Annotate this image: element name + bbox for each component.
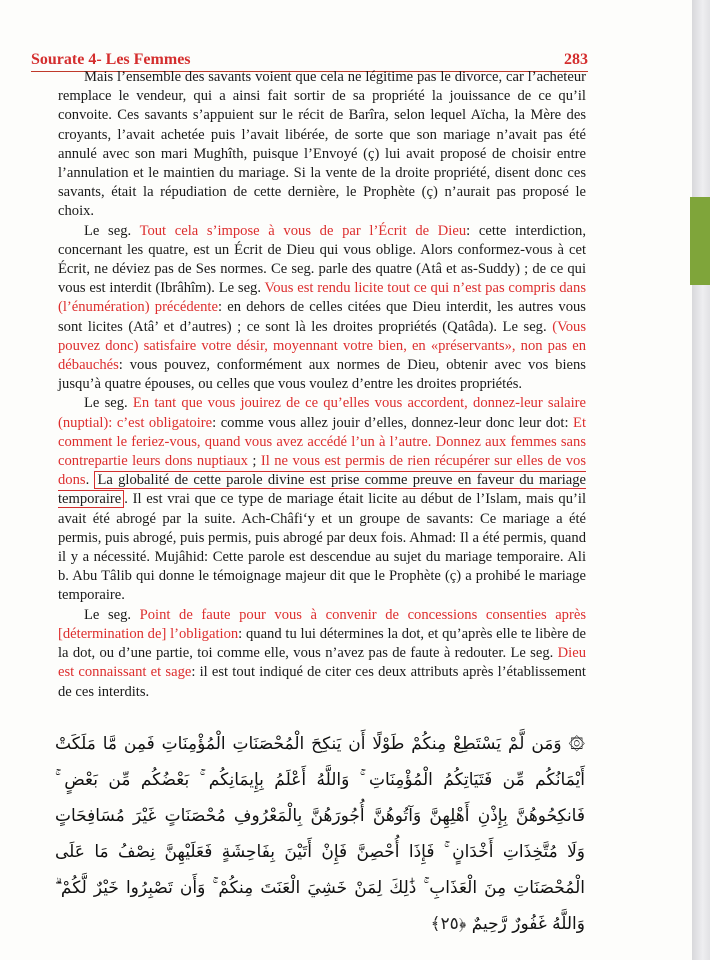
- quoted-verse-segment: En tant que vous jouirez de ce qu’elles vous accordent, donnez-leur salaire (nuptial): c’est obligatoire: [58, 395, 586, 431]
- paragraph-3: [58, 394, 586, 605]
- text-run: Le seg.: [84, 395, 133, 412]
- highlighted-sentence-box: La globalité de cette parole divine est prise comme preuve en faveur du mariage temporaire: [58, 472, 587, 508]
- text-run: Le seg.: [84, 606, 140, 623]
- text-run: Le seg.: [84, 222, 140, 239]
- quoted-verse-segment: Point de faute pour vous à convenir de concessions consenties après [détermination de] l’obligation: [58, 606, 586, 642]
- quoted-verse-segment: (Vous pouvez donc) satisfaire votre désir, moyennant votre bien, en «préservants», non pas en débauchés: [58, 318, 586, 374]
- quoted-verse-segment: Il ne vous est permis de rien récupérer sur elles de vos dons: [58, 453, 586, 489]
- text-run: .: [85, 472, 95, 489]
- text-run: : en dehors de celles citées que Dieu interdit, les autres vous sont licites (Atâ’ et d’autres) ; ce sont là les droites propriétés (Qatâda). Le seg.: [58, 299, 586, 335]
- verse-number-marker: ﴿٢٥﴾: [430, 914, 467, 934]
- quoted-verse-segment: Vous est rendu licite tout ce qui n’est pas compris dans (l’énumération) précédente: [58, 280, 587, 316]
- hizb-mark-icon: ۞: [568, 734, 585, 754]
- chapter-title: Sourate 4- Les Femmes: [31, 51, 191, 68]
- text-run: : cette interdiction, concernant les quatre, est un Écrit de Dieu qui vous oblige. Alors conformez-vous à cet Écrit, ne déviez pas de Ses normes. Ce seg. parle des quatre (Atâ et as-Suddy) ; de ce qui vous est interdit (Ibrâhîm). Le seg.: [58, 222, 586, 297]
- quoted-verse-segment: Tout cela s’impose à vous de par l’Écrit de Dieu: [139, 222, 467, 239]
- text-run: . Il est vrai que ce type de mariage était licite au début de l’Islam, mais qu’il avait été abrogé par la suite. Ach-Châfi‘y et un groupe de savants: Ce mariage a été permis, puis abrogé, puis permis, puis abrogé par deux fois. Ahmad: Il a été permis, quand il y a nécessité. Mujâhid: Cette parole est descendue au sujet du mariage temporaire. Ali b. Abu Tâlib qui donne le témoignage majeur dit que le Prophète (ç) a prohibé le mariage temporaire.: [58, 491, 586, 604]
- text-run: : quand tu lui détermines la dot, et qu’après elle te libère de la dot, ou d’une partie, toi comme elle, vous n’avez pas de faute à redouter. Le seg.: [58, 625, 587, 662]
- paragraph-1: Mais l’ensemble des savants voient que cela ne légitime pas le divorce, car l’acheteur remplace le vendeur, qui a ainsi fait sortir de sa propriété la jouissance de ce qu’il convoite. Ces savants s’appuient sur le récit de Barîra, selon lequel Aïcha, la Mère des croyants, l’avait achetée puis l’avait libérée, de sorte que son mariage n’avait pas été annulé avec son mari Mughîth, puisque l’Envoyé (ç) lui avait proposé de choisir entre l’annulation et le maintien du mariage. Si la vente de la droite propriété, disent donc ces savants, était la répudiation de cette dernière, le Prophète (ç) n’aurait pas proposé le choix.: [58, 69, 586, 220]
- text-run: : il est tout indiqué de citer ces deux attributs après l’établissement de ces interdits.: [58, 664, 586, 700]
- paragraph-2: [58, 222, 586, 395]
- page-edge: [692, 0, 710, 960]
- text-run: : comme vous allez jouir d’elles, donnez-leur donc leur dot:: [212, 414, 574, 431]
- page-number: 283: [564, 51, 588, 68]
- commentary-body: [58, 68, 586, 702]
- quoted-verse-segment: Dieu est connaissant et sage: [58, 645, 586, 681]
- arabic-verse-text: وَمَن لَّمْ يَسْتَطِعْ مِنكُمْ طَوْلًا أَن يَنكِحَ الْمُحْصَنَاتِ الْمُؤْمِنَاتِ فَمِن مَّا مَلَكَتْ أَيْمَانُكُم مِّن فَتَيَاتِكُمُ الْمُؤْمِنَاتِ ۚ وَاللَّهُ أَعْلَمُ بِإِيمَانِكُم ۚ بَعْضُكُم مِّن بَعْضٍ ۚ فَانكِحُوهُنَّ بِإِذْنِ أَهْلِهِنَّ وَآتُوهُنَّ أُجُورَهُنَّ بِالْمَعْرُوفِ مُحْصَنَاتٍ غَيْرَ مُسَافِحَاتٍ وَلَا مُتَّخِذَاتِ أَخْدَانٍ ۚ فَإِذَا أُحْصِنَّ فَإِنْ أَتَيْنَ بِفَاحِشَةٍ فَعَلَيْهِنَّ نِصْفُ مَا عَلَى الْمُحْصَنَاتِ مِنَ الْعَذَابِ ۚ ذَٰلِكَ لِمَنْ خَشِيَ الْعَنَتَ مِنكُمْ ۚ وَأَن تَصْبِرُوا خَيْرٌ لَّكُمْ ۗ وَاللَّهُ غَفُورٌ رَّحِيمٌ: [55, 734, 585, 934]
- quoted-verse-segment: Et comment le feriez-vous, quand vous avez accédé l’un à l’autre. Donnez aux femmes sans contrepartie leurs dons nuptiaux: [58, 414, 587, 470]
- chapter-tab-marker: [690, 197, 710, 285]
- paragraph-4: [58, 606, 586, 702]
- text-run: : vous pouvez, conformément aux normes de Dieu, obtenir avec vos biens jusqu’à quatre épouses, ou celles que vous voulez d’entre les droites propriétés.: [58, 357, 586, 393]
- quran-verse-block: [55, 726, 585, 942]
- text-run: ;: [247, 453, 261, 470]
